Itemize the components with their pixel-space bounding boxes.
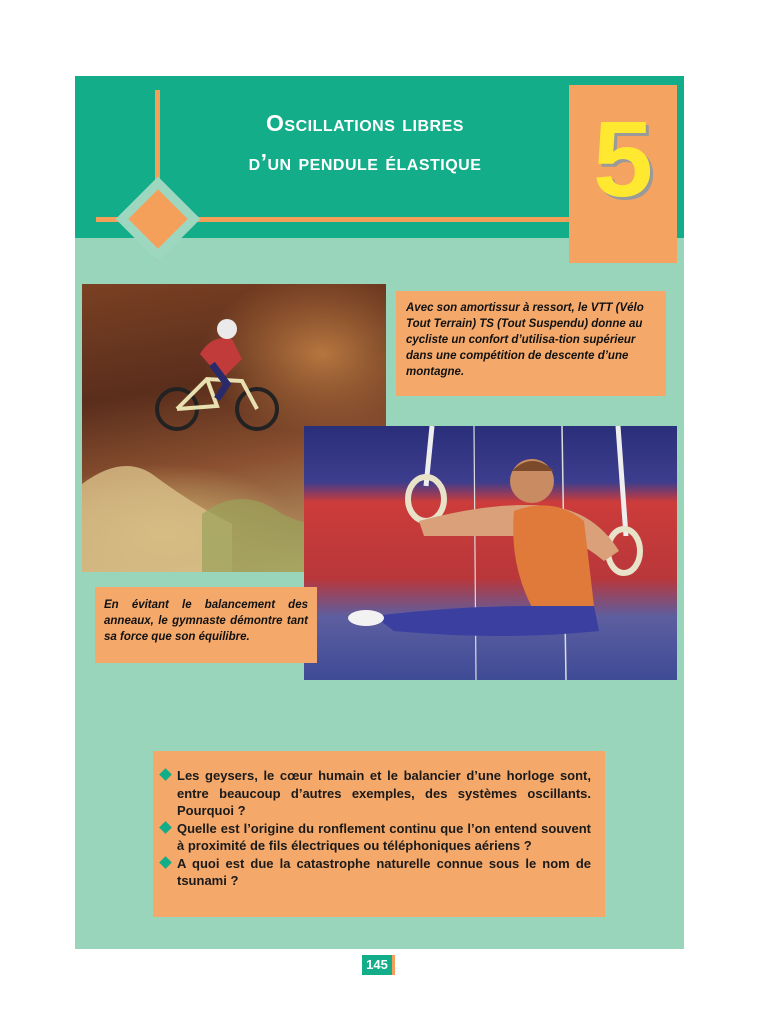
- diamond-bullet-icon: [159, 856, 172, 869]
- page-number: 145: [362, 955, 392, 975]
- questions-box: [153, 751, 605, 917]
- question-text: Quelle est l’origine du ronflement continu que l’on entend souvent à proximité de fils électriques ou téléphoniques aériens ?: [177, 820, 591, 853]
- list-item: [161, 855, 591, 890]
- list-item: [161, 767, 591, 820]
- gymnast-photo: [304, 426, 677, 680]
- diamond-bullet-icon: [159, 768, 172, 781]
- gymnast-caption: En évitant le balancement des anneaux, le gymnaste démontre tant sa force que son équilibre.: [95, 587, 317, 663]
- list-item: [161, 820, 591, 855]
- gymnast-illustration: [304, 426, 677, 680]
- chapter-title-line1: Oscillations libres: [266, 110, 464, 136]
- question-text: A quoi est due la catastrophe naturelle connue sous le nom de tsunami ?: [177, 855, 591, 888]
- chapter-title-line2: d’un pendule élastique: [248, 149, 482, 175]
- chapter-number: 5: [592, 98, 654, 219]
- chapter-number-box: [569, 85, 677, 263]
- question-text: Les geysers, le cœur humain et le balancier d’une horloge sont, entre beaucoup d’autres exemples, des systèmes oscillants. Pourquoi ?: [177, 768, 591, 818]
- chapter-title: [170, 104, 560, 182]
- diamond-bullet-icon: [159, 821, 172, 834]
- vtt-caption: Avec son amortissur à ressort, le VTT (Vélo Tout Terrain) TS (Tout Suspendu) donne au cycliste un confort d’utilisa-tion supérieur dans une compétition de descente d’une montagne.: [396, 291, 666, 396]
